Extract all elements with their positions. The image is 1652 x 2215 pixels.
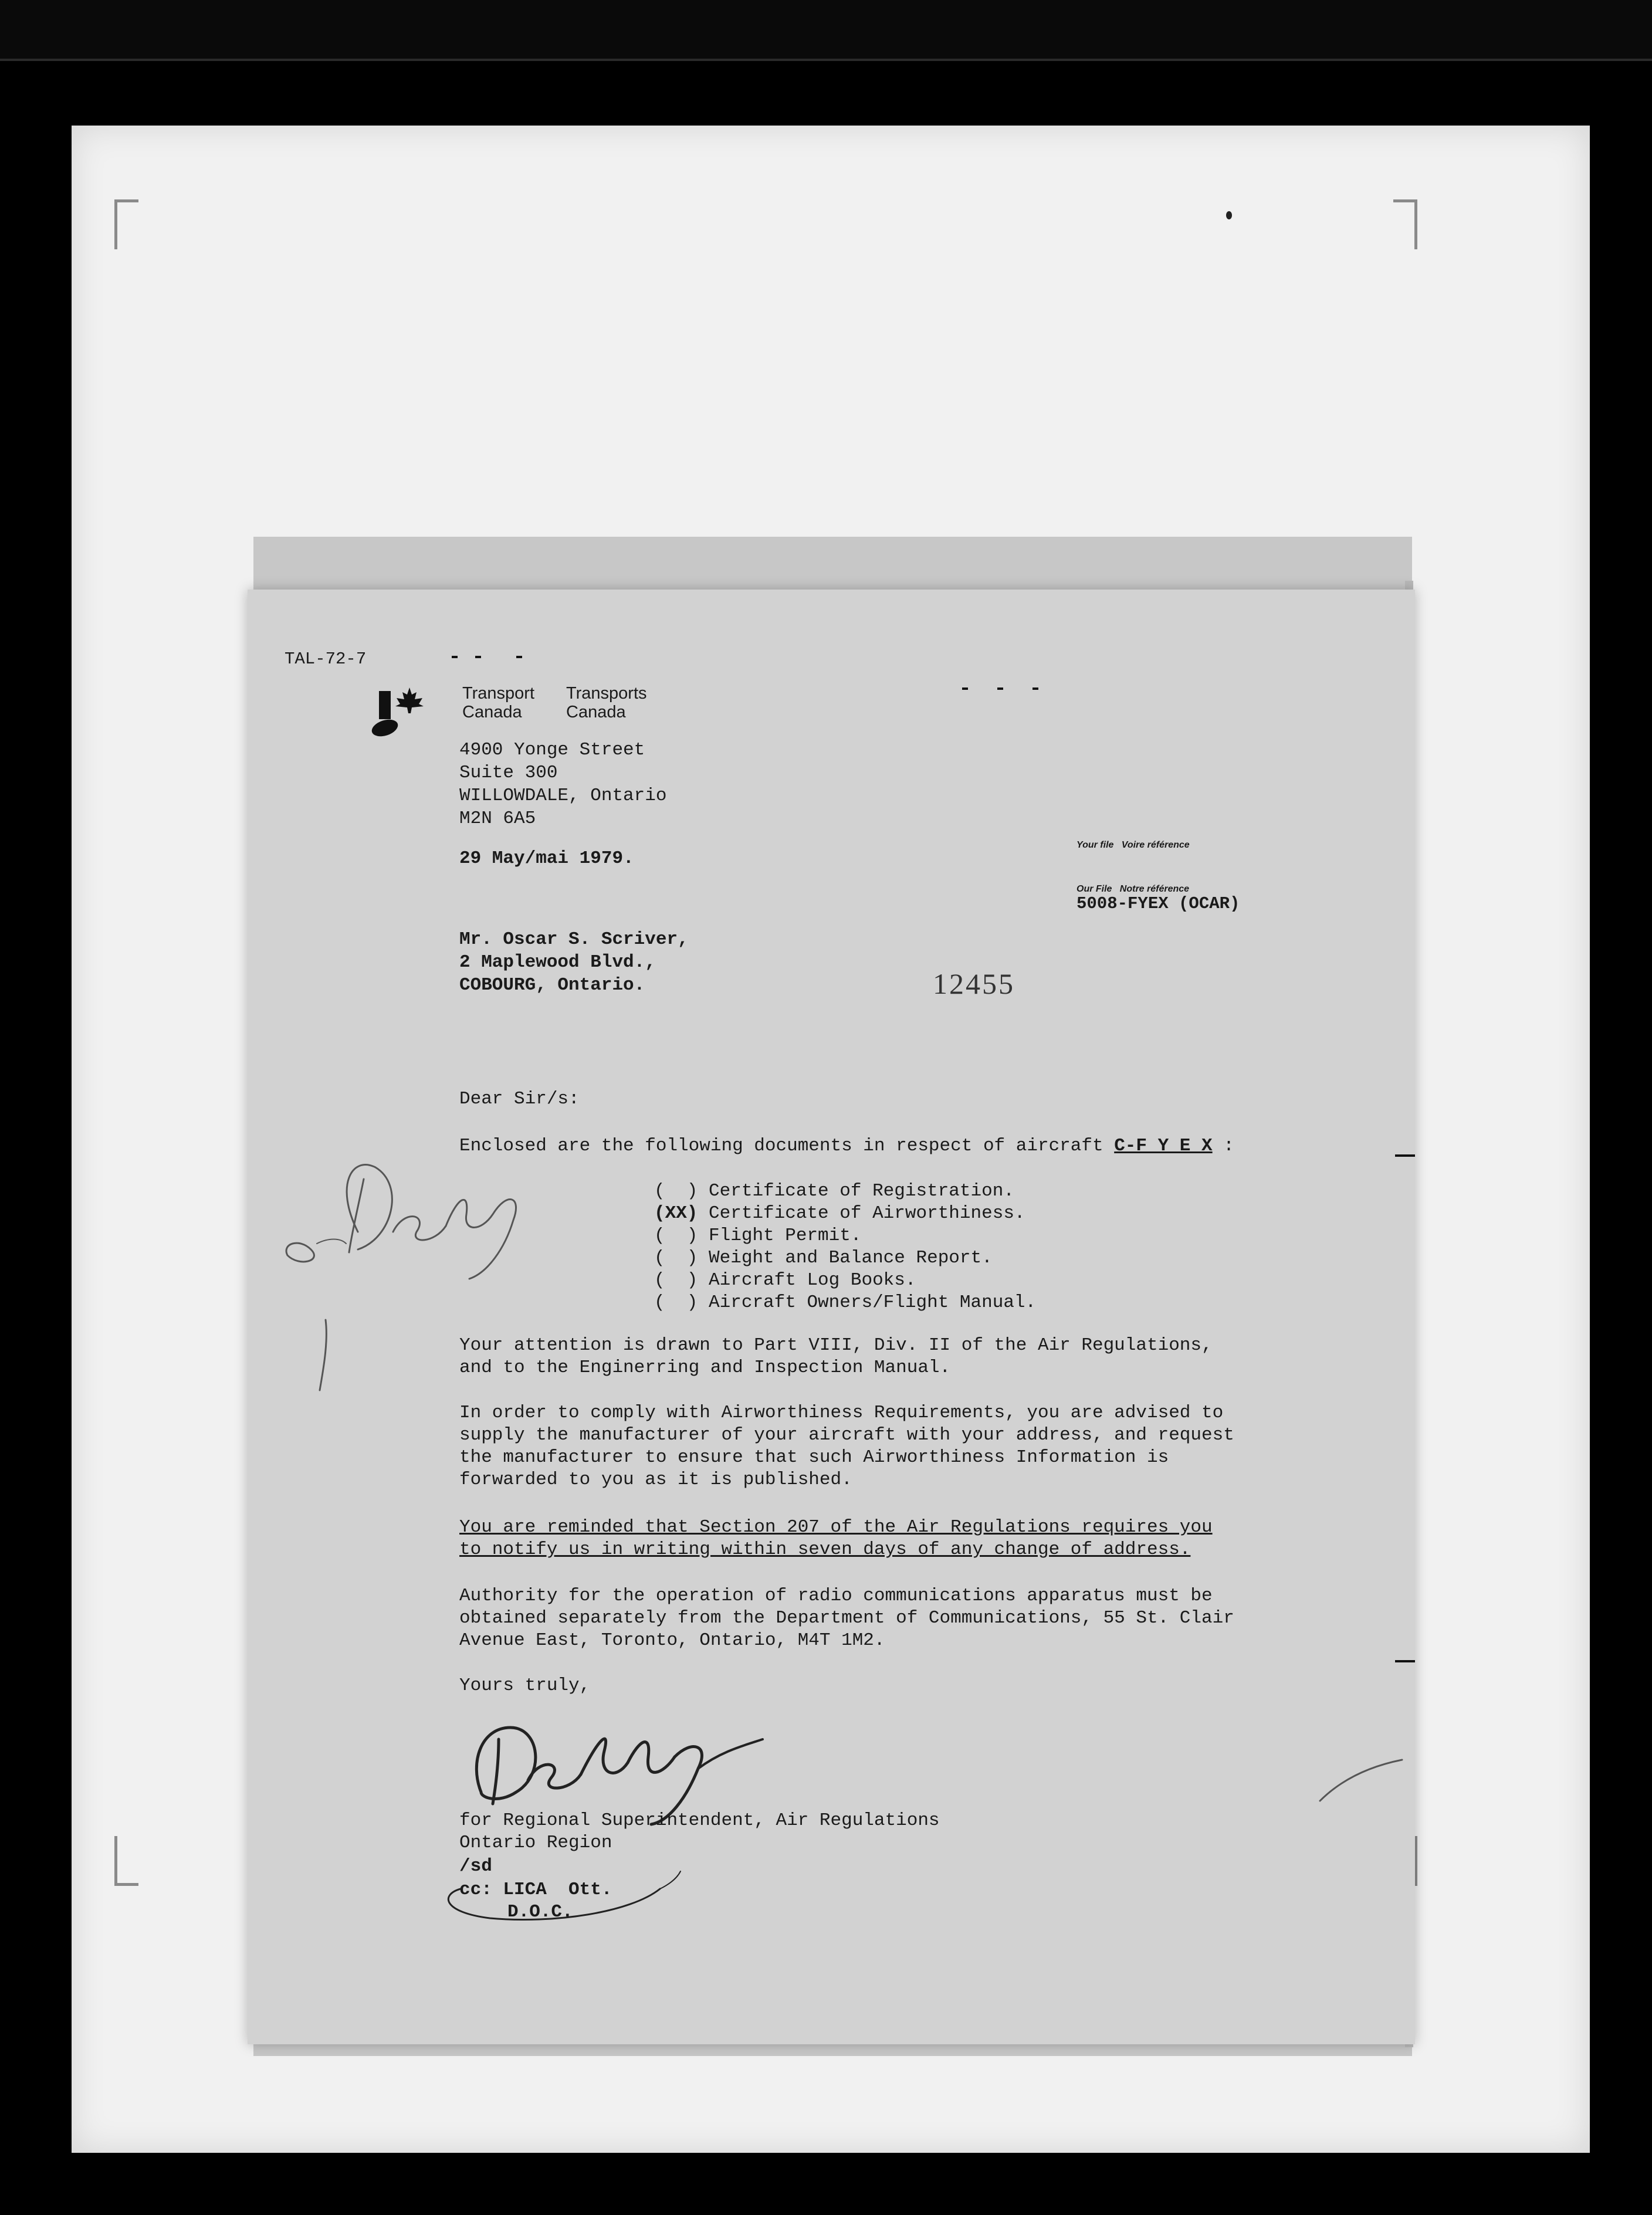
paragraph-line: and to the Enginerring and Inspection Manual. — [459, 1357, 951, 1378]
checkbox-mark: (XX) — [654, 1203, 698, 1224]
checklist-label: Certificate of Airworthiness. — [709, 1203, 1025, 1224]
crop-mark-bottom-left — [114, 1836, 138, 1886]
checklist-item — [654, 1292, 1036, 1314]
dot-mark — [452, 656, 458, 658]
paragraph-line: You are reminded that Section 207 of the Air Regulations requires you — [459, 1517, 1213, 1537]
paragraph-line: obtained separately from the Department of Communications, 55 St. Clair — [459, 1608, 1234, 1628]
paragraph-line: Avenue East, Toronto, Ontario, M4T 1M2. — [459, 1630, 885, 1651]
recipient-line: 2 Maplewood Blvd., — [459, 952, 656, 973]
checklist-label: Aircraft Log Books. — [709, 1270, 916, 1291]
checklist-label: Aircraft Owners/Flight Manual. — [709, 1292, 1037, 1313]
checkbox-mark: ( ) — [654, 1181, 698, 1201]
closing: Yours truly, — [459, 1675, 591, 1696]
checklist-item — [654, 1225, 861, 1247]
your-file-label: Your file Voire référence — [1076, 840, 1190, 850]
dot-mark — [516, 656, 522, 658]
checklist-label: Certificate of Registration. — [709, 1181, 1014, 1201]
checkbox-mark: ( ) — [654, 1225, 698, 1246]
cc-loop-annotation — [437, 1865, 683, 1930]
signature-line: Ontario Region — [459, 1833, 612, 1853]
crop-mark-top-left — [114, 199, 138, 249]
checklist-label: Weight and Balance Report. — [709, 1248, 993, 1268]
dept-name-en-2: Canada — [462, 703, 522, 722]
paragraph-line: to notify us in writing within seven days of any change of address. — [459, 1539, 1191, 1560]
our-file-value: 5008-FYEX (OCAR) — [1076, 894, 1240, 913]
margin-pen-stroke — [1314, 1748, 1408, 1807]
checklist-item — [654, 1247, 993, 1269]
checklist-item — [654, 1180, 1014, 1203]
address-line: Suite 300 — [459, 763, 558, 783]
dept-name-fr-1: Transports — [566, 684, 647, 703]
paragraph-line: the manufacturer to ensure that such Airworthiness Information is — [459, 1447, 1169, 1468]
address-line: WILLOWDALE, Ontario — [459, 785, 667, 806]
checkbox-mark: ( ) — [654, 1248, 698, 1268]
dust-speck — [1226, 211, 1232, 219]
signature-image — [463, 1704, 769, 1827]
film-top-band — [0, 0, 1652, 61]
document-number-stamp: 12455 — [933, 967, 1015, 1000]
salutation: Dear Sir/s: — [459, 1089, 580, 1109]
paragraph-line: Authority for the operation of radio communications apparatus must be — [459, 1586, 1213, 1606]
recipient-line: COBOURG, Ontario. — [459, 975, 645, 995]
dot-mark — [475, 656, 481, 658]
address-line: 4900 Yonge Street — [459, 740, 645, 760]
checklist-item — [654, 1203, 1025, 1225]
dept-name-en-1: Transport — [462, 684, 535, 703]
paragraph-line: Your attention is drawn to Part VIII, Div. II of the Air Regulations, — [459, 1335, 1213, 1356]
crop-mark-top-right — [1393, 199, 1417, 249]
cc-line: cc: LICA Ott. — [459, 1879, 612, 1900]
recipient-line: Mr. Oscar S. Scriver, — [459, 929, 689, 950]
cc-line: D.O.C. — [507, 1902, 573, 1922]
checkbox-mark: ( ) — [654, 1292, 698, 1313]
dot-mark — [962, 687, 968, 690]
checklist-label: Flight Permit. — [709, 1225, 862, 1246]
dot-mark — [997, 687, 1003, 690]
margin-signature-annotation — [276, 1150, 593, 1396]
paragraph-line: forwarded to you as it is published. — [459, 1469, 852, 1490]
aircraft-registration: C-F Y E X — [1114, 1136, 1213, 1156]
paragraph-line: supply the manufacturer of your aircraft with your address, and request — [459, 1425, 1234, 1445]
dot-mark — [1032, 687, 1038, 690]
signature-line: for Regional Superintendent, Air Regulations — [459, 1810, 940, 1831]
dept-name-fr-2: Canada — [566, 703, 626, 722]
form-number: TAL-72-7 — [285, 649, 367, 669]
intro-text: Enclosed are the following documents in respect of aircraft — [459, 1136, 1115, 1156]
letter-date: 29 May/mai 1979. — [459, 848, 634, 869]
paragraph-line: In order to comply with Airworthiness Requirements, you are advised to — [459, 1403, 1224, 1423]
margin-tick — [1395, 1154, 1415, 1157]
our-file-label: Our File Notre référence — [1076, 884, 1190, 894]
checkbox-mark: ( ) — [654, 1270, 698, 1291]
logo-bar-icon — [379, 691, 391, 719]
maple-leaf-icon — [394, 686, 425, 714]
initials: /sd — [459, 1856, 492, 1877]
intro-colon: : — [1212, 1136, 1234, 1156]
margin-tick — [1395, 1660, 1415, 1662]
address-line: M2N 6A5 — [459, 808, 536, 829]
checklist-item — [654, 1269, 916, 1292]
